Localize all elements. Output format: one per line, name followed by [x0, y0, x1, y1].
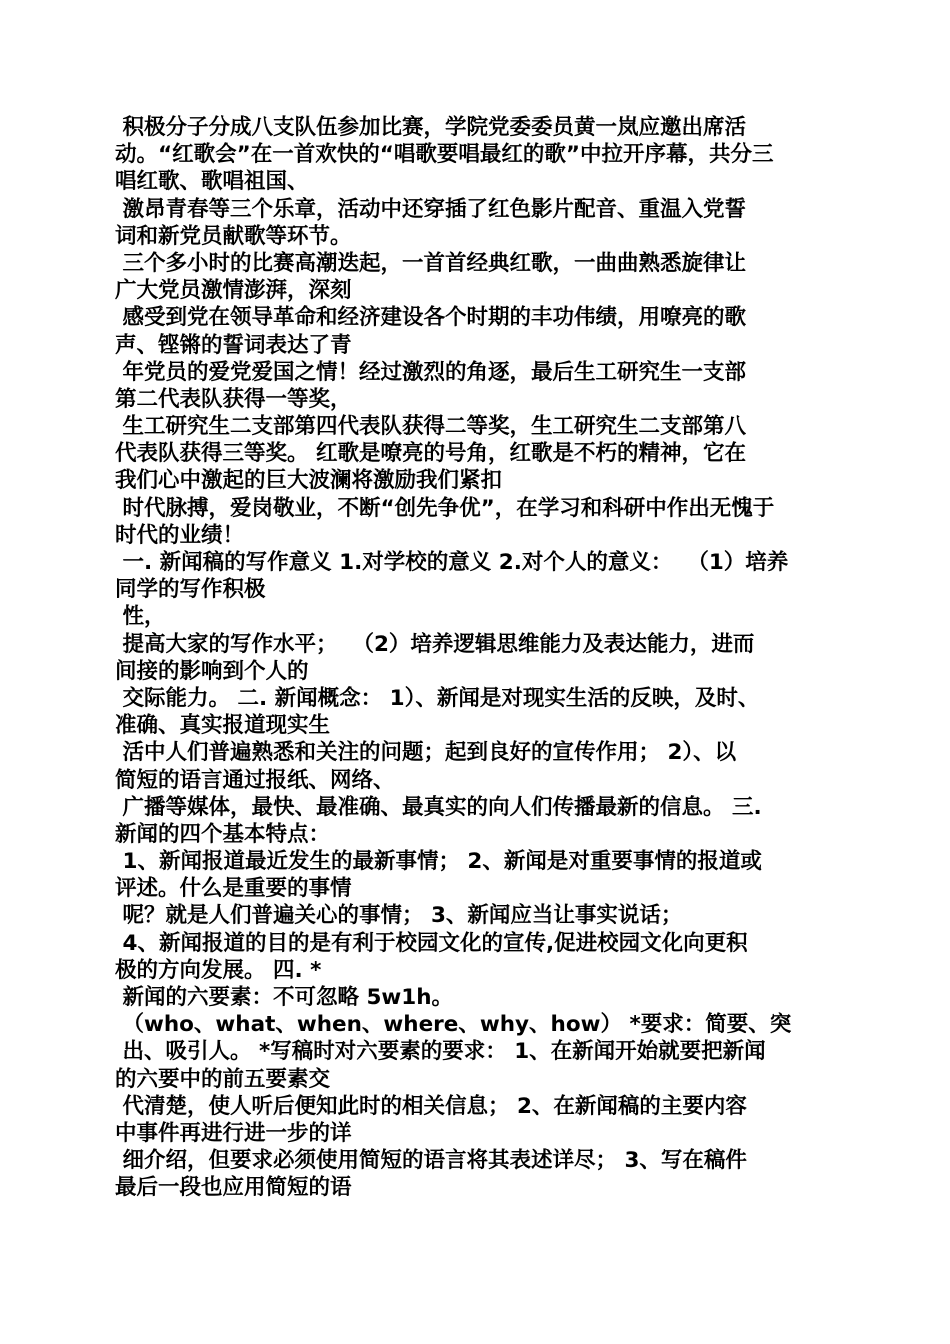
text-line: 广大党员激情澎湃，深刻	[115, 278, 352, 304]
text-line: 激昂青春等三个乐章，活动中还穿插了红色影片配音、重温入党誓	[115, 196, 746, 222]
text-line: 1、新闻报道最近发生的最新事情； 2、新闻是对重要事情的报道或	[115, 849, 762, 875]
text-line: 极的方向发展。 四. *	[115, 957, 322, 983]
text-line: 时代的业绩！	[115, 522, 245, 548]
text-line: 年党员的爱党爱国之情！经过激烈的角逐，最后生工研究生一支部	[115, 359, 746, 385]
text-line: 性，	[115, 604, 166, 630]
text-line: 代清楚，使人听后便知此时的相关信息； 2、在新闻稿的主要内容	[115, 1093, 747, 1119]
text-line: 的六要中的前五要素交	[115, 1066, 331, 1092]
text-line: 评述。什么是重要的事情	[115, 876, 352, 902]
text-line: 活中人们普遍熟悉和关注的问题；起到良好的宣传作用； 2）、以	[115, 740, 737, 766]
text-line: 提高大家的写作水平； （2）培养逻辑思维能力及表达能力，进而	[115, 631, 755, 657]
text-line: 生工研究生二支部第四代表队获得二等奖，生工研究生二支部第八	[115, 414, 746, 440]
text-line: 交际能力。 二. 新闻概念： 1）、新闻是对现实生活的反映，及时、	[115, 685, 760, 711]
text-line: 词和新党员献歌等环节。	[115, 223, 352, 249]
text-line: 声、铿锵的誓词表达了青	[115, 332, 352, 358]
text-line: 新闻的六要素：不可忽略 5w1h。	[115, 985, 454, 1010]
text-line: 新闻的四个基本特点：	[115, 821, 331, 847]
text-line: 我们心中激起的巨大波澜将激励我们紧扣	[115, 468, 503, 494]
text-line: 三个多小时的比赛高潮迭起，一首首经典红歌，一曲曲熟悉旋律让	[115, 250, 746, 276]
text-line: 广播等媒体，最快、最准确、最真实的向人们传播最新的信息。 三.	[115, 794, 762, 820]
text-line: （who、what、when、where、why、how） *要求：简要、突	[115, 1012, 792, 1038]
text-line: 第二代表队获得一等奖，	[115, 386, 352, 412]
text-line: 准确、真实报道现实生	[115, 713, 331, 739]
text-line: 最后一段也应用简短的语	[115, 1175, 352, 1201]
text-line: 4、新闻报道的目的是有利于校园文化的宣传,促进校园文化向更积	[115, 930, 748, 956]
text-line: 简短的语言通过报纸、网络、	[115, 767, 395, 793]
text-line: 细介绍，但要求必须使用简短的语言将其表述详尽； 3、写在稿件	[115, 1148, 747, 1174]
text-line: 代表队获得三等奖。 红歌是嘹亮的号角，红歌是不朽的精神，它在	[115, 441, 746, 467]
text-line: 间接的影响到个人的	[115, 658, 309, 684]
section-heading-line: 一. 新闻稿的写作意义 1.对学校的意义 2.对个人的意义： （1）培养	[115, 550, 789, 575]
body-text	[115, 114, 835, 1202]
text-line: 感受到党在领导革命和经济建设各个时期的丰功伟绩，用嘹亮的歌	[115, 305, 746, 331]
text-line: 时代脉搏，爱岗敬业，不断“创先争优”，在学习和科研中作出无愧于	[115, 495, 775, 521]
text-line: 积极分子分成八支队伍参加比赛，学院党委委员黄一岚应邀出席活	[115, 115, 746, 140]
text-line: 动。“红歌会”在一首欢快的“唱歌要唱最红的歌”中拉开序幕，共分三	[115, 142, 774, 168]
text-line: 同学的写作积极	[115, 577, 266, 603]
text-line: 中事件再进行进一步的详	[115, 1120, 352, 1146]
text-line: 呢？就是人们普遍关心的事情； 3、新闻应当让事实说话；	[115, 903, 683, 929]
text-line: 出、吸引人。 *写稿时对六要素的要求： 1、在新闻开始就要把新闻	[115, 1039, 766, 1065]
text-line: 唱红歌、歌唱祖国、	[115, 169, 309, 195]
